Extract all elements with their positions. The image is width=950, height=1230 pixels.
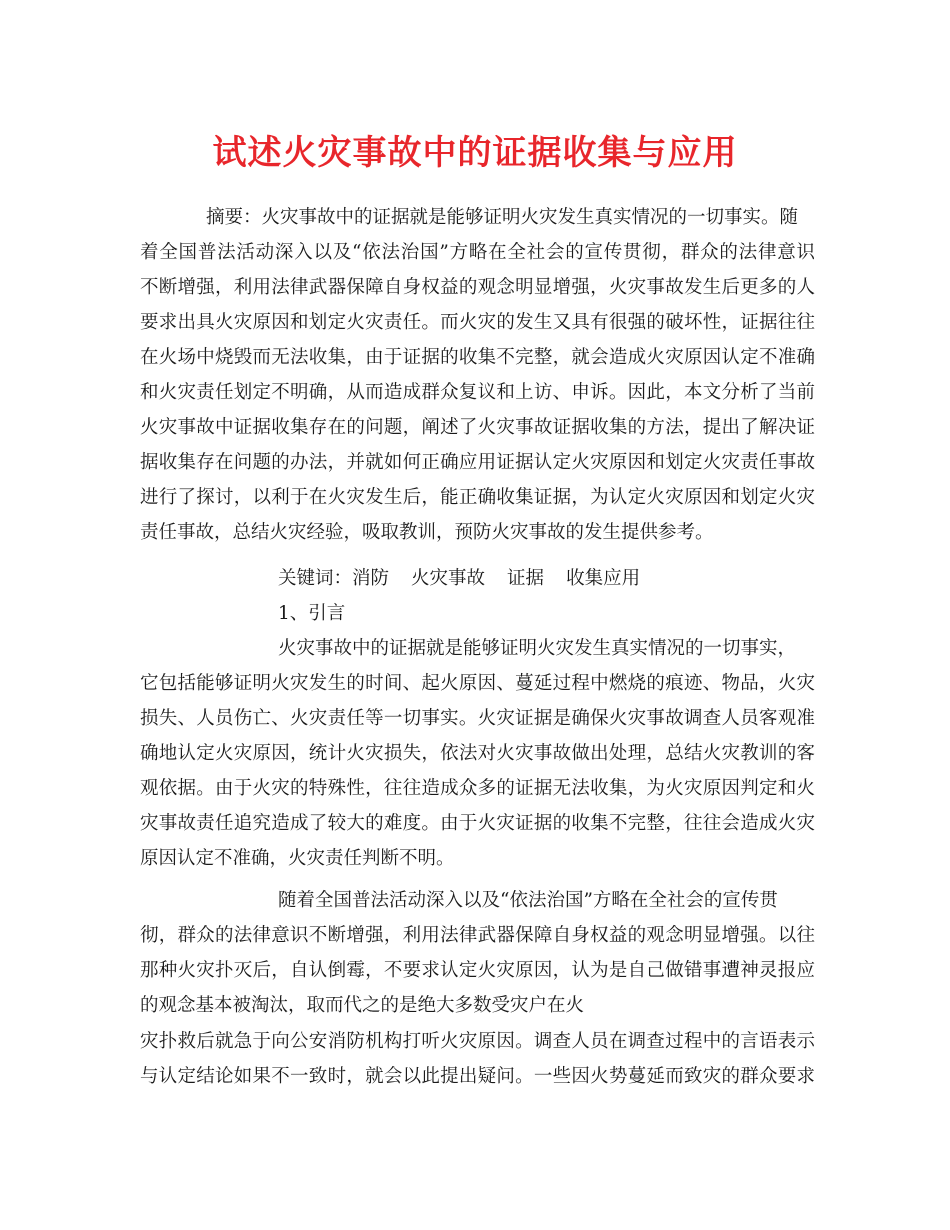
keyword: 消防	[352, 568, 390, 589]
paragraph-line: 观依据。由于火灾的特殊性，往往造成众多的证据无法收集，为火灾原因判定和火	[140, 778, 815, 799]
paragraph-line: 损失、人员伤亡、火灾责任等一切事实。火灾证据是确保火灾事故调查人员客观准	[140, 708, 815, 729]
keyword: 证据	[507, 568, 545, 589]
keywords-line	[278, 563, 815, 595]
abstract-line: 摘要：火灾事故中的证据就是能够证明火灾发生真实情况的一切事实。随	[206, 207, 799, 228]
abstract-line: 和火灾责任划定不明确，从而造成群众复议和上访、申诉。因此，本文分析了当前	[140, 382, 815, 403]
abstract-line: 火灾事故中证据收集存在的问题，阐述了火灾事故证据收集的方法，提出了解决证	[140, 417, 815, 438]
abstract-line: 进行了探讨，以利于在火灾发生后，能正确收集证据，为认定火灾原因和划定火灾	[140, 487, 815, 508]
abstract-line: 责任事故，总结火灾经验，吸取教训，预防火灾事故的发生提供参考。	[140, 522, 714, 543]
section-heading: 1、引言	[278, 603, 346, 624]
paragraph-line: 随着全国普法活动深入以及“依法治国”方略在全社会的宣传贯	[278, 890, 778, 911]
paragraph-line: 原因认定不准确，火灾责任判断不明。	[140, 848, 455, 869]
paragraph-line: 彻，群众的法律意识不断增强，利用法律武器保障自身权益的观念明显增强。以往	[140, 925, 815, 946]
paragraph-line: 它包括能够证明火灾发生的时间、起火原因、蔓延过程中燃烧的痕迹、物品，火灾	[140, 673, 815, 694]
paragraph-line: 那种火灾扑灭后，自认倒霉，不要求认定火灾原因，认为是自己做错事遭神灵报应	[140, 960, 815, 981]
keywords-label: 关键词：	[278, 568, 353, 589]
abstract-line: 着全国普法活动深入以及“依法治国”方略在全社会的宣传贯彻，群众的法律意识	[140, 242, 815, 263]
keyword: 火灾事故	[411, 568, 486, 589]
document-title: 试述火灾事故中的证据收集与应用	[212, 133, 738, 173]
abstract-line: 在火场中烧毁而无法收集，由于证据的收集不完整，就会造成火灾原因认定不准确	[140, 347, 815, 368]
paragraph-line: 灾扑救后就急于向公安消防机构打听火灾原因。调查人员在调查过程中的言语表示	[140, 1031, 815, 1052]
keyword: 收集应用	[566, 568, 641, 589]
paragraph-line: 确地认定火灾原因，统计火灾损失，依法对火灾事故做出处理，总结火灾教训的客	[140, 743, 815, 764]
abstract-line: 要求出具火灾原因和划定火灾责任。而火灾的发生又具有很强的破坏性，证据往往	[140, 312, 815, 333]
paragraph-line: 的观念基本被淘汰，取而代之的是绝大多数受灾户在火	[140, 995, 585, 1016]
abstract-line: 不断增强，利用法律武器保障自身权益的观念明显增强，火灾事故发生后更多的人	[140, 277, 815, 298]
paragraph-line: 与认定结论如果不一致时，就会以此提出疑问。一些因火势蔓延而致灾的群众要求	[140, 1066, 815, 1087]
paragraph-line: 火灾事故中的证据就是能够证明火灾发生真实情况的一切事实，	[278, 638, 797, 659]
paragraph-line: 灾事故责任追究造成了较大的难度。由于火灾证据的收集不完整，往往会造成火灾	[140, 813, 815, 834]
abstract-line: 据收集存在问题的办法，并就如何正确应用证据认定火灾原因和划定火灾责任事故	[140, 452, 815, 473]
